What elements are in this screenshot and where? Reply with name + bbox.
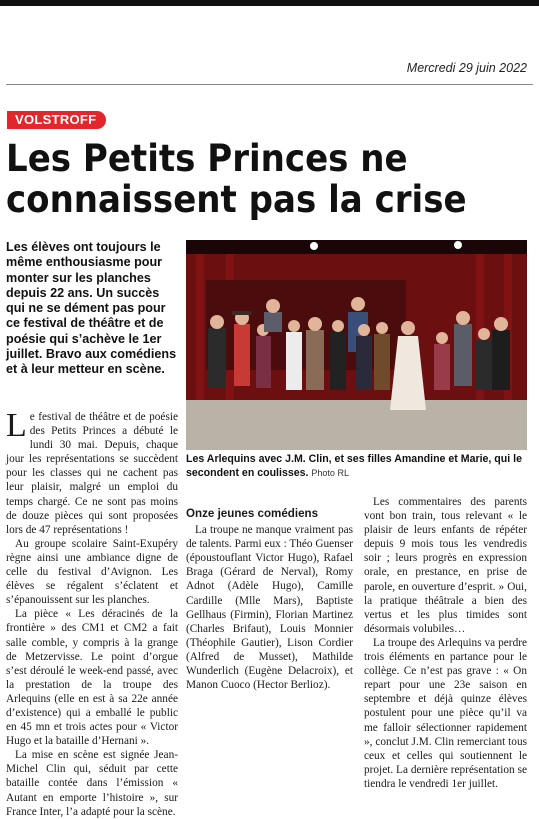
paragraph-3: La pièce « Les déracinés de la frontière » des CM1 et CM2 a fait salle comble, y compris à la grange de Metzervisse. Le point d’orgue s’est déroulé le week-end passé, avec la prestation de la troupe des Arlequins (elle en est à sa 22e année d’existence) qui a emballé le public en 45 mn et trois actes pour « Victor Hugo et la bataille d’Hernani ». <box>6 608 178 748</box>
paragraph-1 <box>6 407 178 537</box>
stage-photo-illustration <box>186 240 527 450</box>
publication-date: Mercredi 29 juin 2022 <box>406 61 527 75</box>
article-column-1 <box>6 407 178 819</box>
headline: Les Petits Princes ne connaissent pas la crise <box>6 137 467 221</box>
paragraph-5: La troupe ne manque vraiment pas de talents. Parmi eux : Théo Guenser (époustouflant Victor Hugo), Rafael Braga (Gérard de Nerval), Romy Adnot (Adèle Hugo), Camille Cardille (Mlle Mars), Baptiste Gellhaus (Firmin), Florian Martinez (Charles Brifaut), Louis Monnier (Théophile Gautier), Lison Cordier (Alfred de Musset), Mathilde Wunderlich (Eugène Delacroix), et Manon Cuoco (Hector Berlioz). <box>186 524 354 692</box>
top-bar <box>0 0 539 6</box>
article-lead: Les élèves ont toujours le même enthousiasme pour monter sur les planches depuis 22 ans. Un succès qui ne se dément pas pour ce festival de théâtre et de poésie qui s’achève le 1er juillet. Bravo aux comédiens et à leur metteur en scène. <box>6 240 177 377</box>
photo-credit: Photo RL <box>311 468 349 478</box>
drop-cap: L <box>6 407 27 444</box>
paragraph-6: Les commentaires des parents vont bon train, tous relevant « le plaisir de leurs enfants de répéter depuis 9 mois tous les vendredis soir ; leurs progrès en expression orale, en prestance, en prise de parole, en ouverture d’esprit. » Oui, la pratique théâtrale a bien des vertus et les plus timides sont désormais volubiles… <box>364 496 527 635</box>
section-rubric: VOLSTROFF <box>7 111 106 129</box>
paragraph-1-text: e festival de théâtre et de poésie des Petits Princes a débuté le lundi 30 mai. Depuis, chaque jour les représentations se succèdent pour les classes qui ne cachent pas leur plaisir, malgré un emploi du temps chargé. Ce ne sont pas moins de douze pièces qui sont proposées lors de 47 représentations ! <box>6 411 178 536</box>
paragraph-4: La mise en scène est signée Jean-Michel Clin qui, séduit par cette bataille contée dans l’émission « Autant en emporte l’histoire », sur France Inter, l’a adapté pour la scène. <box>6 749 178 818</box>
caption-text: Les Arlequins avec J.M. Clin, et ses filles Amandine et Marie, qui le secondent en coulisses. <box>186 453 522 479</box>
intertitle: Onze jeunes comédiens <box>186 507 319 520</box>
article-photo <box>186 240 527 450</box>
article-column-2 <box>186 495 353 692</box>
paragraph-7: La troupe des Arlequins va perdre trois éléments en partance pour le collège. Ce n’est pas grave : « On repart pour une 23e saison en septembre et déjà quinze élèves postulent pour une pièce qu’il va me falloir sélectionner rapidement », conclut J.M. Clin remerciant tous ceux et celles qui soutiennent le projet. La dernière représentation se tiendra le vendredi 1er juillet. <box>364 636 527 790</box>
article-column-3 <box>364 495 527 791</box>
photo-caption <box>186 452 527 480</box>
paragraph-2: Au groupe scolaire Saint-Exupéry règne ainsi une ambiance digne de celle du festival d’Avignon. Les élèves se régalent s’éclatent et s’épanouissent sur les planches. <box>6 537 178 607</box>
header-rule <box>6 84 533 85</box>
